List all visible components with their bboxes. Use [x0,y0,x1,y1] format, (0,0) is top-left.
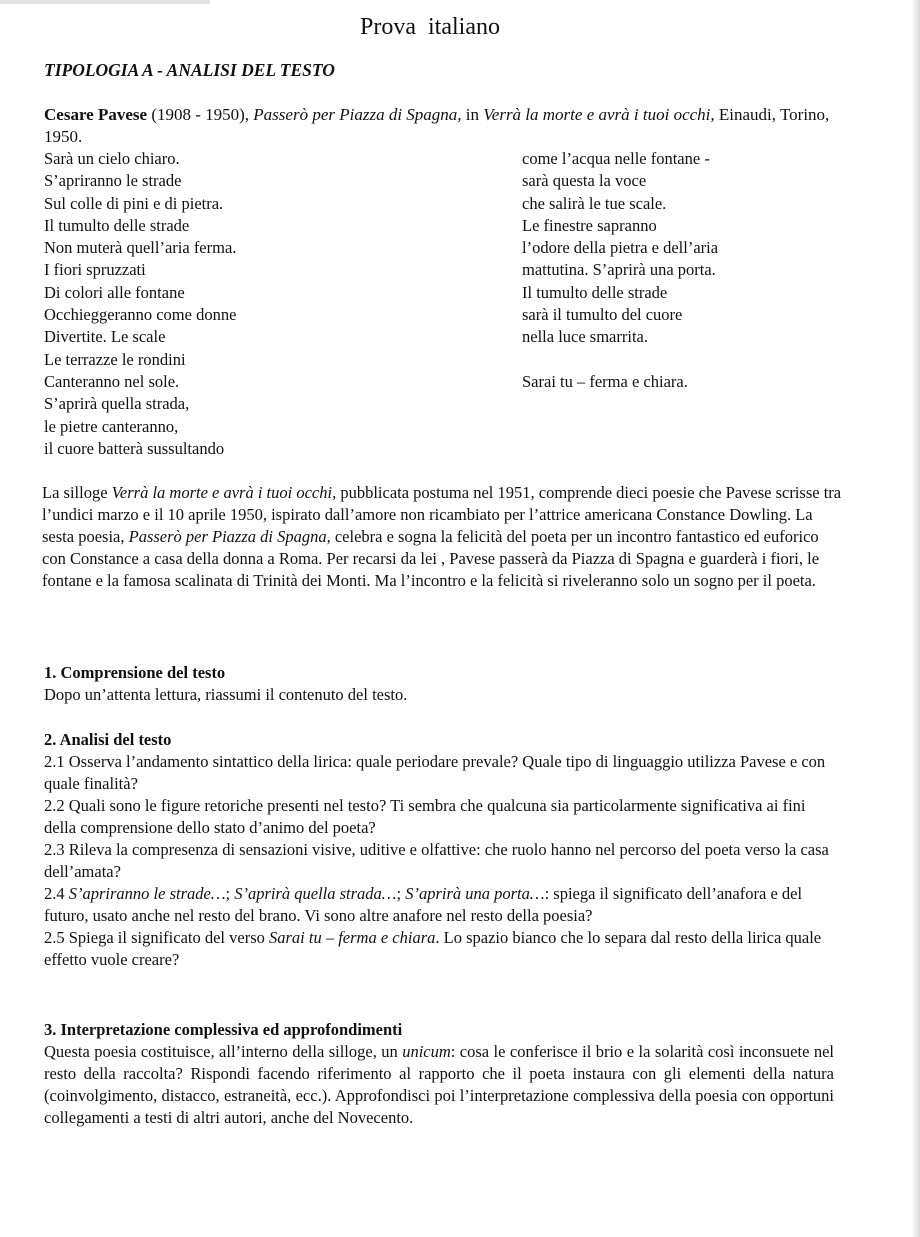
poem-line: sarà questa la voce [522,171,647,191]
section-analisi [44,729,834,971]
poem-line: Sul colle di pini e di pietra. [44,193,224,213]
question-2-5 [44,927,834,971]
poem-line: che salirà le tue scale. [522,193,667,213]
prose-text: La silloge [42,483,112,502]
poem-line: I fiori spruzzati [44,260,146,280]
poem-title: Passerò per Piazza di Spagna, [253,105,462,124]
in-word: in [461,105,484,124]
poem-line: l’odore della pietra e dell’aria [522,238,719,258]
poem-reference [44,104,844,148]
author-name: Cesare Pavese [44,105,148,124]
q-num: 2.4 [44,884,69,903]
poem-line: Il tumulto delle strade [44,215,190,235]
poem-line: Divertite. Le scale [44,327,166,347]
poem-line: le pietre canteranno, [44,416,179,436]
q-quote: S’aprirà una porta… [405,884,545,903]
question-2-4 [44,883,834,927]
q-quote: Sarai tu – ferma e chiara [269,928,436,947]
unicum-word: unicum [402,1042,451,1061]
q-quote: S’aprirà quella strada… [234,884,397,903]
context-paragraph [42,482,842,592]
poem-line: Sarà un cielo chiaro. [44,149,180,168]
top-divider [0,0,210,4]
question-2-3: 2.3 Rileva la compresenza di sensazioni visive, uditive e olfattive: che ruolo hanno nel percorso del poeta verso la casa dell’amata? [44,840,829,881]
section-interpretazione [44,1019,834,1129]
poem-line: Il tumulto delle strade [522,282,668,302]
poem-line: Non muterà quell’aria ferma. [44,238,237,258]
q-text: . Lo spazio bianco che lo separa dal resto della lirica quale effetto vuole creare? [44,928,822,969]
poem-line: Le terrazze le rondini [44,349,186,369]
q-text: 2.5 Spiega il significato del verso [44,928,269,947]
poem-line: S’aprirà quella strada, [44,394,190,414]
poem-line: Canteranno nel sole. [44,371,180,391]
section-heading: 1. Comprensione del testo [44,663,226,682]
q-text: Questa poesia costituisce, all’interno della silloge, un [44,1042,403,1061]
q-text: : cosa le conferisce il brio e la solarità così inconsuete nel resto della raccolta? Rispondi facendo riferimento al rapporto che il poeta instaura con gli elementi della natura (coinvolgimento, distacco, estraneità, ecc.). Approfondisci poi l’interpretazione complessiva della poesia con opportuni collegamenti a testi di altri autori, anche del Novecento. [44,1042,834,1127]
page-title: Prova italiano [360,14,500,40]
poem-left-column [44,148,236,460]
question-2-1: 2.1 Osserva l’andamento sintattico della lirica: quale periodare prevale? Quale tipo di linguaggio utilizza Pavese e con quale finalità? [44,752,826,793]
poem-line: S’apriranno le strade [44,171,182,191]
q-sep: ; [225,884,235,903]
q-text: : spiega il significato dell’anafora e del futuro, usato anche nel resto del brano. Vi sono altre anafore nel resto della poesia? [44,884,803,925]
poem-line: mattutina. S’aprirà una porta. [522,260,716,280]
poem-line: Le finestre sapranno [522,215,657,235]
poem-right-column [522,148,718,393]
author-dates: (1908 - 1950), [147,105,254,124]
page-edge-shadow [912,0,920,1237]
poem-line: nella luce smarrita. [522,327,648,347]
section-heading: 3. Interpretazione complessiva ed approfondimenti [44,1020,403,1039]
q-quote: S’apriranno le strade… [68,884,226,903]
section-comprensione [44,662,834,706]
prose-collection-title: Verrà la morte e avrà i tuoi occhi, [111,483,337,502]
poem-line: Occhieggeranno come donne [44,305,237,325]
question-2-2: 2.2 Quali sono le figure retoriche presenti nel testo? Ti sembra che qualcuna sia particolarmente significativa ai fini della comprensione dello stato d’animo del poeta? [44,796,806,837]
q-sep: ; [396,884,406,903]
prose-poem-title: Passerò per Piazza di Spagna [128,527,327,546]
section-text [44,1041,834,1129]
poem-stanza-gap [522,349,718,371]
collection-title: Verrà la morte e avrà i tuoi occhi, [483,105,715,124]
poem-final-line: Sarai tu – ferma e chiara. [522,371,688,391]
poem-line: come l’acqua nelle fontane - [522,149,710,168]
poem-line: il cuore batterà sussultando [44,438,225,458]
poem-line: sarà il tumulto del cuore [522,305,683,325]
tipologia-heading: TIPOLOGIA A - ANALISI DEL TESTO [44,60,335,80]
poem-line: Di colori alle fontane [44,282,185,302]
prose-text: , celebra e sogna la felicità del poeta per un incontro fantastico ed euforico con Constance a casa della donna a Roma. Per recarsi da lei , Pavese passerà da Piazza di Spagna e guarderà i fiori, le fontane e la famosa scalinata di Trinità dei Monti. Ma l’incontro e la felicità si riveleranno solo un sogno per il poeta. [42,527,820,590]
section-text: Dopo un’attenta lettura, riassumi il contenuto del testo. [44,685,408,704]
publisher-info: Einaudi, Torino, 1950. [44,105,830,146]
section-heading: 2. Analisi del testo [44,730,172,749]
prose-text: pubblicata postuma nel 1951, comprende dieci poesie che Pavese scrisse tra l’undici marzo e il 10 aprile 1950, ispirato dall’amore non ricambiato per l’attrice americana Constance Dowling. La sesta poesia, [42,483,842,546]
